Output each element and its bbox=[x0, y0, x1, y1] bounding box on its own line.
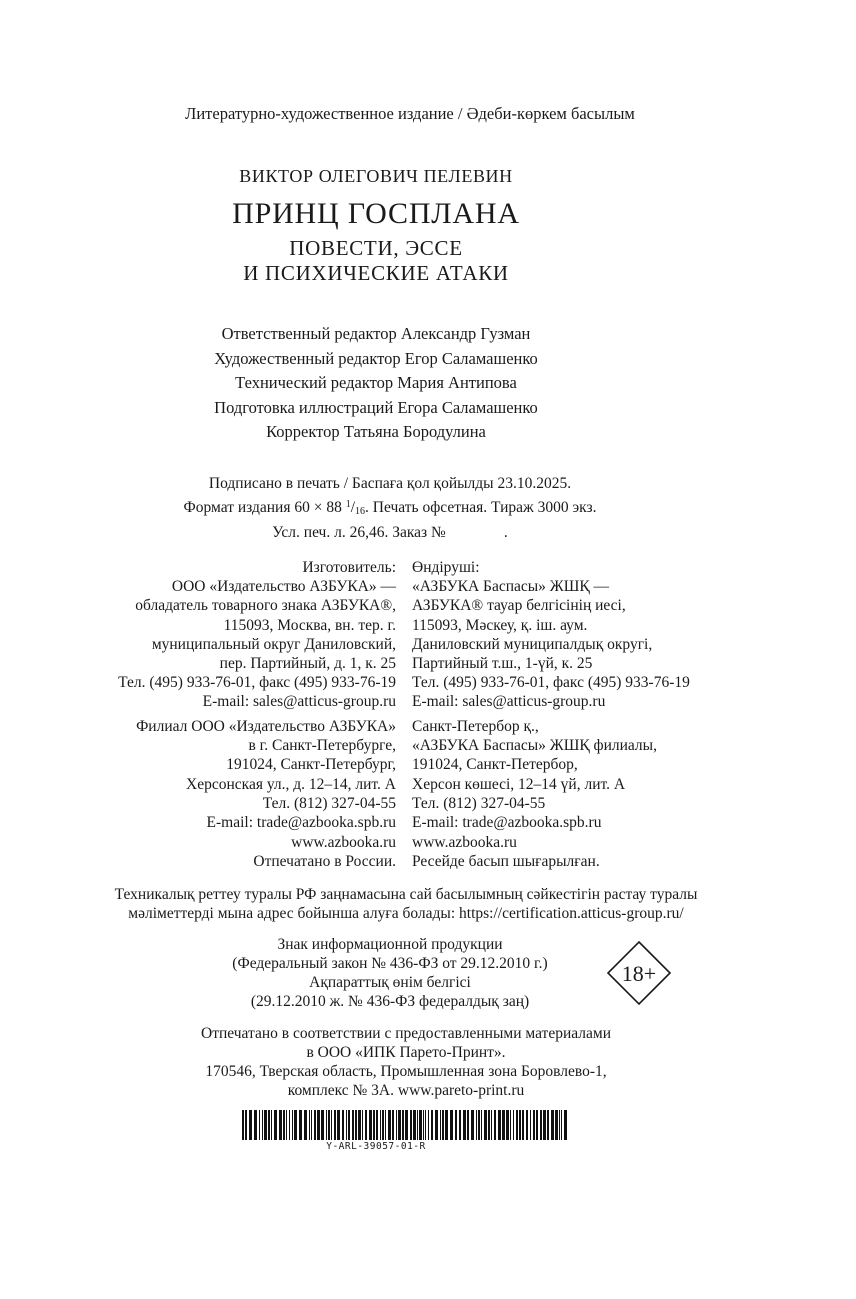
barcode-bar bbox=[274, 1110, 277, 1140]
print-format: Формат издания 60 × 88 $^1/_{16}$. Печать офсетная. Тираж 3000 экз. bbox=[183, 499, 597, 517]
manufacturer-kz-line: «АЗБУКА Баспасы» ЖШҚ — bbox=[412, 578, 610, 596]
barcode-bar bbox=[547, 1110, 549, 1140]
credit-proofreader: Корректор Татьяна Бородулина bbox=[266, 422, 486, 441]
barcode-bar bbox=[522, 1110, 524, 1140]
barcode-bar bbox=[289, 1110, 290, 1140]
barcode-bar bbox=[413, 1110, 416, 1140]
manufacturer-ru-line: ООО «Издательство АЗБУКА» — bbox=[171, 578, 396, 596]
manufacturer-kz bbox=[412, 558, 690, 712]
barcode-bar bbox=[342, 1110, 344, 1140]
barcode-bar bbox=[283, 1110, 285, 1140]
barcode-bar bbox=[259, 1110, 260, 1140]
barcode-bar bbox=[331, 1110, 332, 1140]
credits bbox=[0, 322, 804, 445]
format-print-run: . Печать офсетная. Тираж 3000 экз. bbox=[365, 499, 597, 516]
credit-technical-editor: Технический редактор Мария Антипова bbox=[235, 373, 517, 392]
credit-illustrations: Подготовка иллюстраций Егора Саламашенко bbox=[214, 397, 538, 417]
barcode-bar bbox=[376, 1110, 378, 1140]
branch-kz-line: 191024, Санкт-Петербор, bbox=[412, 756, 578, 774]
info-sign-line: (29.12.2010 ж. № 436-ФЗ федералдық заң) bbox=[250, 993, 530, 1010]
barcode-bar bbox=[551, 1110, 554, 1140]
barcode bbox=[240, 1110, 570, 1140]
barcode-bar bbox=[317, 1110, 320, 1140]
barcode-bar bbox=[279, 1110, 282, 1140]
author-name: ВИКТОР ОЛЕГОВИЧ ПЕЛЕВИН bbox=[239, 166, 513, 186]
age-rating-badge bbox=[606, 940, 672, 1006]
barcode-bar bbox=[271, 1110, 272, 1140]
manufacturer-kz-email[interactable]: E-mail: sales@atticus-group.ru bbox=[412, 693, 606, 711]
barcode-bar bbox=[388, 1110, 391, 1140]
printing-line: комплекс № 3А. www.pareto-print.ru bbox=[287, 1082, 525, 1099]
barcode-bar bbox=[326, 1110, 327, 1140]
barcode-bar bbox=[540, 1110, 542, 1140]
site-kz bbox=[412, 833, 600, 871]
barcode-bar bbox=[348, 1110, 350, 1140]
barcode-bar bbox=[268, 1110, 270, 1140]
book-subtitle-line-2: И ПСИХИЧЕСКИЕ АТАКИ bbox=[243, 261, 509, 285]
barcode-bar bbox=[455, 1110, 457, 1140]
barcode-bar bbox=[564, 1110, 567, 1140]
format-size: Формат издания 60 × 88 bbox=[183, 499, 342, 516]
barcode-bar bbox=[365, 1110, 367, 1140]
barcode-bar bbox=[396, 1110, 397, 1140]
info-sign-line: Ақпараттық өнім белгісі bbox=[309, 974, 471, 991]
barcode-bar bbox=[405, 1110, 408, 1140]
printing-house bbox=[0, 1024, 834, 1100]
certification-line: Техникалық реттеу туралы РФ заңнамасына сай басылымның сәйкестігін растау туралы bbox=[114, 886, 698, 903]
barcode-bar bbox=[362, 1110, 363, 1140]
branch-ru-email[interactable]: E-mail: trade@azbooka.spb.ru bbox=[206, 814, 396, 832]
site-kz-link[interactable]: www.azbooka.ru bbox=[412, 834, 517, 851]
barcode-bar bbox=[373, 1110, 375, 1140]
book-subtitle-line-1: ПОВЕСТИ, ЭССЕ bbox=[289, 236, 463, 260]
manufacturer-ru-line: 115093, Москва, вн. тер. г. bbox=[223, 616, 396, 634]
site-ru-link[interactable]: www.azbooka.ru bbox=[291, 834, 396, 851]
barcode-bar bbox=[543, 1110, 546, 1140]
barcode-bar bbox=[516, 1110, 518, 1140]
barcode-bar bbox=[245, 1110, 247, 1140]
print-order bbox=[0, 522, 818, 543]
barcode-bar bbox=[346, 1110, 347, 1140]
barcode-bar bbox=[471, 1110, 474, 1140]
barcode-bar bbox=[242, 1110, 244, 1140]
barcode-bar bbox=[385, 1110, 386, 1140]
barcode-bar bbox=[526, 1110, 528, 1140]
manufacturer-kz-line: 115093, Мәскеу, қ. іш. аум. bbox=[412, 616, 588, 634]
certification-note bbox=[0, 885, 834, 923]
manufacturer-kz-line: Өндіруші: bbox=[412, 559, 480, 576]
barcode-bar bbox=[428, 1110, 429, 1140]
barcode-bar bbox=[417, 1110, 418, 1140]
branch-ru-line: в г. Санкт-Петербурге, bbox=[248, 737, 396, 755]
printed-in-ru: Отпечатано в России. bbox=[253, 853, 396, 871]
print-info bbox=[0, 473, 818, 543]
barcode-bar bbox=[321, 1110, 324, 1140]
manufacturer-ru-line: муниципальный округ Даниловский, bbox=[151, 635, 396, 653]
barcode-bar bbox=[440, 1110, 441, 1140]
barcode-bar bbox=[264, 1110, 267, 1140]
barcode-bar bbox=[334, 1110, 336, 1140]
barcode-bar bbox=[481, 1110, 482, 1140]
branch-kz-line: Херсон көшесі, 12–14 үй, лит. А bbox=[412, 775, 626, 793]
barcode-bar bbox=[506, 1110, 509, 1140]
age-rating-text: 18+ bbox=[621, 961, 657, 986]
site-ru bbox=[253, 833, 396, 871]
printing-line: Отпечатано в соответствии с предоставленными материалами bbox=[201, 1025, 611, 1042]
barcode-bar bbox=[431, 1110, 433, 1140]
barcode-bar bbox=[402, 1110, 404, 1140]
barcode-bar bbox=[355, 1110, 357, 1140]
order-label: Усл. печ. л. 26,46. Заказ № bbox=[272, 524, 446, 541]
manufacturer-kz-line: Тел. (495) 933-76-01, факс (495) 933-76-19 bbox=[412, 674, 690, 692]
barcode-bar bbox=[488, 1110, 490, 1140]
branch-kz-email[interactable]: E-mail: trade@azbooka.spb.ru bbox=[412, 814, 602, 832]
barcode-bar bbox=[491, 1110, 492, 1140]
barcode-bar bbox=[369, 1110, 372, 1140]
manufacturer-kz-line: Партийный т.ш., 1-үй, к. 25 bbox=[412, 655, 593, 673]
barcode-bar bbox=[467, 1110, 469, 1140]
branch-kz-line: Тел. (812) 327-04-55 bbox=[412, 794, 546, 812]
barcode-bar bbox=[463, 1110, 466, 1140]
barcode-bar bbox=[423, 1110, 424, 1140]
barcode-bar bbox=[559, 1110, 560, 1140]
barcode-bar bbox=[328, 1110, 330, 1140]
info-sign-line: Знак информационной продукции bbox=[277, 936, 503, 953]
branch-kz bbox=[412, 717, 657, 832]
barcode-bar bbox=[536, 1110, 538, 1140]
branch-ru-line: Херсонская ул., д. 12–14, лит. А bbox=[186, 775, 396, 793]
manufacturer-ru-line: пер. Партийный, д. 1, к. 25 bbox=[219, 655, 396, 673]
info-product-sign bbox=[0, 935, 818, 1011]
branch-kz-line: Санкт-Петербор қ., bbox=[412, 718, 539, 735]
info-sign-line: (Федеральный закон № 436-ФЗ от 29.12.2010 г.) bbox=[232, 955, 548, 972]
order-end: . bbox=[503, 524, 508, 541]
barcode-bar bbox=[478, 1110, 480, 1140]
barcode-bar bbox=[352, 1110, 354, 1140]
printed-in-kz: Ресейде басып шығарылған. bbox=[412, 853, 600, 871]
barcode-bar bbox=[555, 1110, 558, 1140]
barcode-bar bbox=[292, 1110, 293, 1140]
barcode-bar bbox=[382, 1110, 384, 1140]
barcode-bar bbox=[392, 1110, 394, 1140]
barcode-text: Y-ARL-39057-01-R bbox=[326, 1141, 426, 1152]
barcode-bar bbox=[249, 1110, 252, 1140]
format-fraction-den: 16 bbox=[355, 506, 366, 517]
manufacturer-ru bbox=[118, 558, 396, 712]
barcode-bar bbox=[476, 1110, 477, 1140]
genre-label: Литературно-художественное издание / Әдеби-көркем басылым bbox=[185, 104, 635, 123]
barcode-bar bbox=[299, 1110, 302, 1140]
print-signed-date: Подписано в печать / Баспаға қол қойылды 23.10.2025. bbox=[208, 475, 572, 492]
barcode-bar bbox=[358, 1110, 361, 1140]
credit-art-editor: Художественный редактор Егор Саламашенко bbox=[214, 348, 538, 368]
barcode-bar bbox=[445, 1110, 448, 1140]
barcode-bar bbox=[425, 1110, 426, 1140]
barcode-bar bbox=[311, 1110, 312, 1140]
barcode-bar bbox=[450, 1110, 453, 1140]
barcode-bar bbox=[398, 1110, 401, 1140]
printing-line: в ООО «ИПК Парето-Принт». bbox=[306, 1044, 506, 1061]
barcode-bar bbox=[459, 1110, 461, 1140]
manufacturer-ru-line: Изготовитель: bbox=[302, 559, 396, 576]
branch-ru-line: Филиал ООО «Издательство АЗБУКА» bbox=[136, 718, 396, 735]
branch-ru-line: 191024, Санкт-Петербург, bbox=[226, 756, 396, 774]
credit-responsible-editor: Ответственный редактор Александр Гузман bbox=[221, 324, 531, 343]
barcode-bar bbox=[533, 1110, 535, 1140]
barcode-bar bbox=[502, 1110, 505, 1140]
manufacturer-kz-line: Даниловский муниципалдық округі, bbox=[412, 635, 653, 653]
barcode-bar bbox=[262, 1110, 263, 1140]
barcode-bar bbox=[494, 1110, 496, 1140]
barcode-bar bbox=[435, 1110, 438, 1140]
branch-ru-line: Тел. (812) 327-04-55 bbox=[262, 794, 396, 812]
certification-line: мәліметтерді мына адрес бойынша алуға болады: https://certification.atticus-group.ru/ bbox=[128, 905, 684, 922]
manufacturer-ru-email[interactable]: E-mail: sales@atticus-group.ru bbox=[202, 693, 396, 711]
barcode-bar bbox=[513, 1110, 514, 1140]
manufacturer-ru-line: Тел. (495) 933-76-01, факс (495) 933-76-19 bbox=[118, 674, 396, 692]
barcode-bar bbox=[419, 1110, 422, 1140]
barcode-bar bbox=[309, 1110, 310, 1140]
barcode-bar bbox=[286, 1110, 287, 1140]
barcode-bar bbox=[530, 1110, 531, 1140]
barcode-bar bbox=[294, 1110, 297, 1140]
barcode-bar bbox=[484, 1110, 487, 1140]
barcode-bar bbox=[498, 1110, 501, 1140]
barcode-bar bbox=[337, 1110, 340, 1140]
barcode-bar bbox=[519, 1110, 521, 1140]
manufacturer-kz-line: АЗБУКА® тауар белгісінің иесі, bbox=[412, 597, 626, 615]
branch-kz-line: «АЗБУКА Баспасы» ЖШҚ филиалы, bbox=[412, 737, 657, 755]
barcode-bar bbox=[510, 1110, 511, 1140]
barcode-bar bbox=[410, 1110, 412, 1140]
barcode-bar bbox=[314, 1110, 316, 1140]
barcode-bar bbox=[254, 1110, 257, 1140]
manufacturer-ru-line: обладатель товарного знака АЗБУКА®, bbox=[135, 597, 396, 615]
barcode-bar bbox=[442, 1110, 444, 1140]
barcode-bar bbox=[304, 1110, 307, 1140]
printing-line: 170546, Тверская область, Промышленная зона Боровлево-1, bbox=[205, 1063, 607, 1080]
barcode-bar bbox=[380, 1110, 381, 1140]
format-fraction-num: 1 bbox=[345, 499, 351, 510]
book-title: ПРИНЦ ГОСПЛАНА bbox=[232, 197, 520, 230]
branch-ru bbox=[136, 717, 396, 832]
barcode-bar bbox=[561, 1110, 562, 1140]
